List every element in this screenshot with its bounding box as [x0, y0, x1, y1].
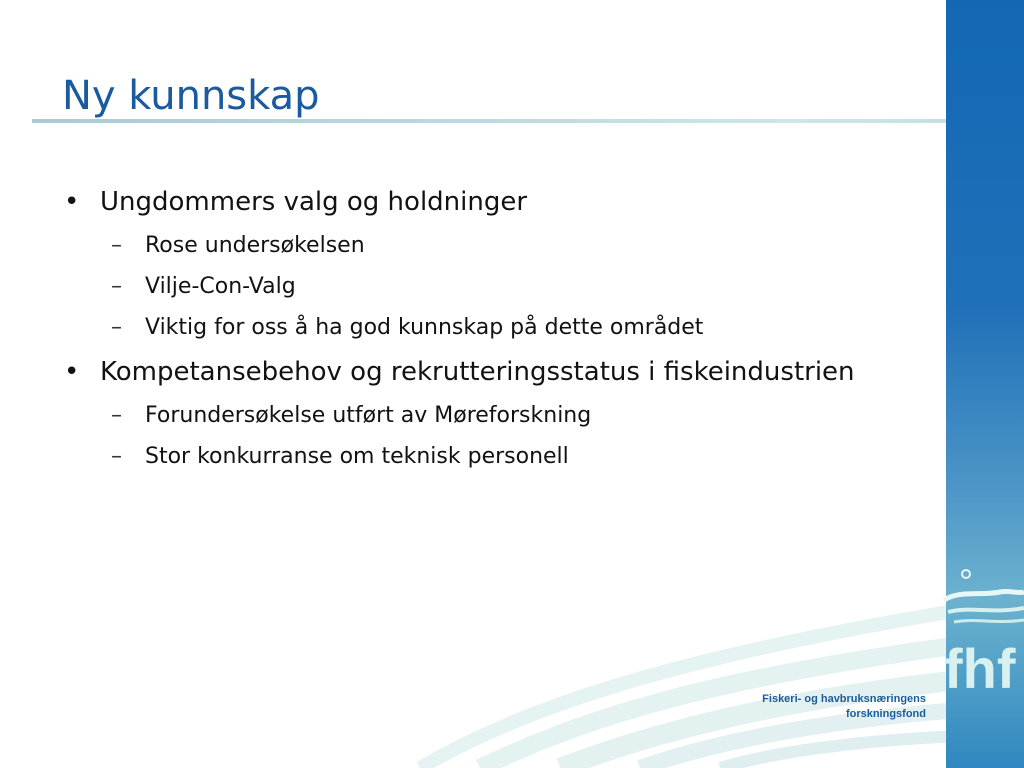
- logo-text: fhf: [944, 637, 1016, 700]
- sub-bullet-item: [62, 307, 912, 348]
- bullet-list: [62, 184, 912, 483]
- bullet-text: Ungdommers valg og holdninger: [100, 187, 528, 217]
- dash-icon: –: [111, 233, 122, 258]
- sub-bullet-text: Rose undersøkelsen: [145, 233, 365, 258]
- sub-bullet-text: Vilje-Con-Valg: [145, 274, 296, 299]
- sub-bullet-list: [62, 225, 912, 348]
- bullet-item: [62, 184, 912, 221]
- bullet-item: [62, 354, 912, 391]
- sub-bullet-list: [62, 395, 912, 477]
- sub-bullet-text: Stor konkurranse om teknisk personell: [145, 444, 569, 469]
- bullet-text: Kompetansebehov og rekrutteringsstatus i fiskeindustrien: [100, 357, 855, 387]
- dash-icon: –: [111, 403, 122, 428]
- sub-bullet-text: Forundersøkelse utført av Møreforskning: [145, 403, 592, 428]
- sub-bullet-text: Viktig for oss å ha god kunnskap på dette området: [145, 315, 704, 340]
- bullet-dot-icon: •: [64, 357, 80, 387]
- slide-title: Ny kunnskap: [62, 73, 320, 119]
- dash-icon: –: [111, 444, 122, 469]
- sub-bullet-item: [62, 225, 912, 266]
- bullet-dot-icon: •: [64, 187, 80, 217]
- sub-bullet-item: [62, 436, 912, 477]
- sub-bullet-item: [62, 395, 912, 436]
- fhf-logo-icon: [940, 560, 1024, 730]
- dash-icon: –: [111, 315, 122, 340]
- title-divider: [32, 119, 984, 123]
- fund-name-line1: Fiskeri- og havbruksnæringens: [762, 693, 926, 705]
- wave-watermark-graphic: [400, 540, 960, 768]
- fund-name: [762, 692, 926, 722]
- dash-icon: –: [111, 274, 122, 299]
- sub-bullet-item: [62, 266, 912, 307]
- fund-name-line2: forskningsfond: [845, 708, 926, 720]
